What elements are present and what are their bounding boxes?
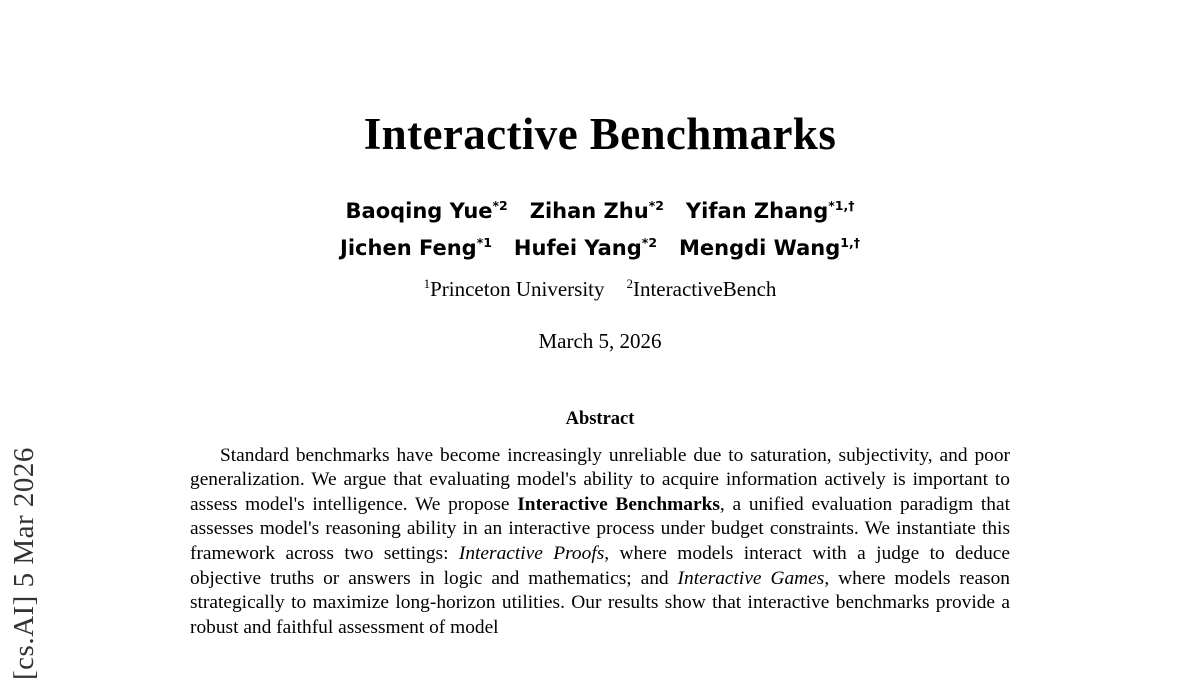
affiliation-name: InteractiveBench bbox=[632, 276, 777, 301]
abstract-heading: Abstract bbox=[565, 408, 635, 429]
author-entry bbox=[530, 193, 664, 230]
author-name: Hufei Yang bbox=[513, 235, 642, 260]
author-name: Mengdi Wang bbox=[679, 235, 841, 260]
author-entry bbox=[346, 193, 508, 230]
author-affiliation-marker: *1,† bbox=[828, 198, 855, 213]
affiliation-name: Princeton University bbox=[430, 276, 605, 301]
author-name: Zihan Zhu bbox=[529, 199, 649, 223]
author-entry bbox=[514, 230, 657, 267]
affiliation-entry bbox=[626, 277, 776, 301]
author-affiliation-marker: *2 bbox=[648, 198, 664, 213]
abstract-text-run: Interactive Proofs bbox=[458, 543, 605, 565]
affiliation-list bbox=[0, 277, 1200, 302]
abstract-text-run: , where models reason strategically to maximize long-horizon utilities. Our results show that interactive benchmarks provide a robust and faithful assessment of model bbox=[190, 567, 1010, 638]
abstract-body bbox=[190, 444, 1010, 641]
author-name: Jichen Feng bbox=[340, 235, 477, 260]
author-entry bbox=[679, 230, 860, 267]
abstract-text-run: Standard benchmarks have become increasingly unreliable due to saturation, subjectivity, and poor generalization. We argue that evaluating model's ability to acquire information actively is important to assess model's intelligence. We propose bbox=[190, 444, 1010, 515]
arxiv-identifier-stamp: [cs.AI] 5 Mar 2026 bbox=[8, 447, 40, 680]
author-name: Baoqing Yue bbox=[345, 199, 493, 223]
page-title: Interactive Benchmarks bbox=[363, 109, 837, 159]
abstract-text-run: Interactive Games bbox=[677, 567, 825, 589]
author-affiliation-marker: 1,† bbox=[840, 234, 860, 250]
author-entry bbox=[340, 230, 492, 267]
abstract-text-run: Interactive Benchmarks bbox=[517, 493, 720, 515]
author-affiliation-marker: *2 bbox=[492, 198, 508, 213]
author-name: Yifan Zhang bbox=[685, 199, 829, 223]
author-entry bbox=[686, 193, 855, 230]
author-affiliation-marker: *1 bbox=[476, 234, 492, 250]
publication-date: March 5, 2026 bbox=[538, 328, 662, 353]
author-affiliation-marker: *2 bbox=[641, 234, 658, 250]
abstract-text-run: , where models interact with a judge to deduce objective truths or answers in logic and mathematics; and bbox=[190, 543, 1011, 589]
affiliation-index: 1 bbox=[423, 275, 431, 291]
affiliation-index: 2 bbox=[626, 275, 633, 291]
author-row bbox=[0, 230, 1200, 267]
abstract-section bbox=[190, 409, 1010, 641]
abstract-text-run: , a unified evaluation paradigm that assesses model's reasoning ability in an interactive process under budget constraints. We instantiate this framework across two settings: bbox=[190, 493, 1011, 565]
author-list bbox=[0, 193, 1200, 267]
affiliation-entry bbox=[424, 277, 605, 301]
